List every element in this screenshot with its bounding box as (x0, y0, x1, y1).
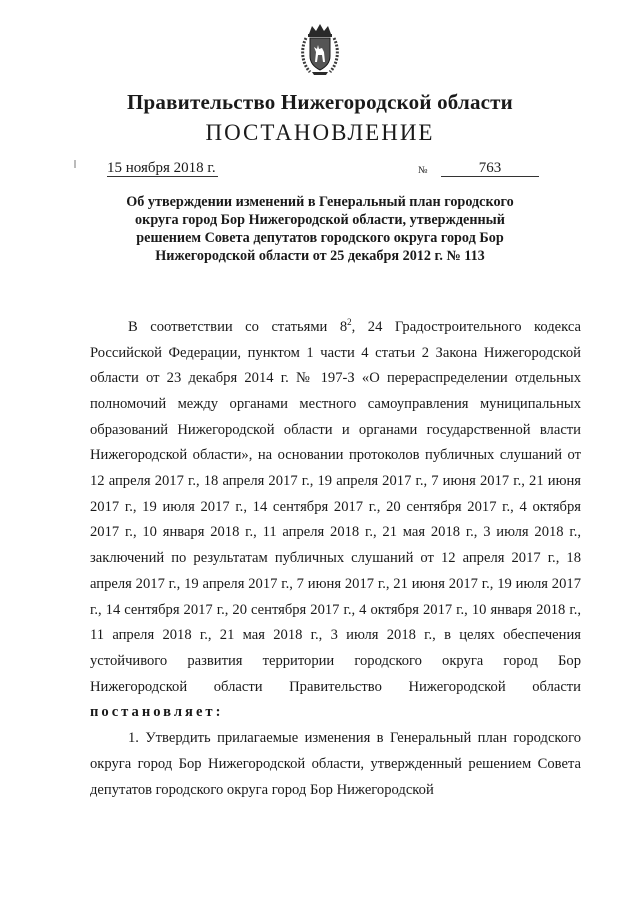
decree-word: постановляет (90, 704, 216, 721)
subject-line: Нижегородской области от 25 декабря 2012 г. № 113 (155, 248, 485, 264)
number-sign: № (418, 165, 428, 176)
coat-of-arms-icon (300, 22, 340, 76)
subject-line: решением Совета депутатов городского округа город Бор (136, 230, 504, 246)
scan-artifact (74, 160, 76, 168)
preamble-start: В соответствии со статьями 8 (128, 318, 348, 335)
article-superscript: 2 (347, 317, 352, 327)
subject-line: округа город Бор Нижегородской области, утвержденный (135, 212, 505, 228)
preamble-end: : (215, 704, 221, 721)
document-subject (100, 193, 540, 265)
subject-line: Об утверждении изменений в Генеральный план городского (126, 194, 514, 210)
item-paragraph: 1. Утвердить прилагаемые изменения в Генеральный план городского округа город Бор Нижегородской области, утвержденный решением Совета депутатов городского округа город Бор Нижегородской (90, 730, 581, 798)
document-body (90, 310, 581, 803)
document-number: 763 (441, 160, 539, 177)
document-date: 15 ноября 2018 г. (107, 160, 216, 176)
preamble-paragraph (90, 310, 581, 726)
preamble-main: , 24 Градостроительного кодекса Российской Федерации, пунктом 1 части 4 статьи 2 Закона Нижегородской области от 23 декабря 2014 г. № 197-З «О перераспределении отдельных полномочий между органами местного самоуправления муниципальных образований Нижегородской области и органами государственной власти Нижегородской области», на основании протоколов публичных слушаний от 12 апреля 2017 г., 18 апреля 2017 г., 19 апреля 2017 г., 7 июня 2017 г., 21 июня 2017 г., 19 июля 2017 г., 14 сентября 2017 г., 20 сентября 2017 г., 4 октября 2017 г., 10 января 2018 г., 11 апреля 2018 г., 21 мая 2018 г., 3 июля 2018 г., заключений по результатам публичных слушаний от 12 апреля 2017 г., 18 апреля 2017 г., 19 апреля 2017 г., 7 июня 2017 г., 21 июня 2017 г., 19 июля 2017 г., 14 сентября 2017 г., 20 сентября 2017 г., 4 октября 2017 г., 10 января 2018 г., 11 апреля 2018 г., 21 мая 2018 г., 3 июля 2018 г., в целях обеспечения устойчивого развития территории городского округа город Бор Нижегородской области Правительство Нижегородской области (90, 318, 581, 695)
government-title: Правительство Нижегородской области (127, 90, 513, 114)
document-kind: ПОСТАНОВЛЕНИЕ (205, 120, 435, 145)
